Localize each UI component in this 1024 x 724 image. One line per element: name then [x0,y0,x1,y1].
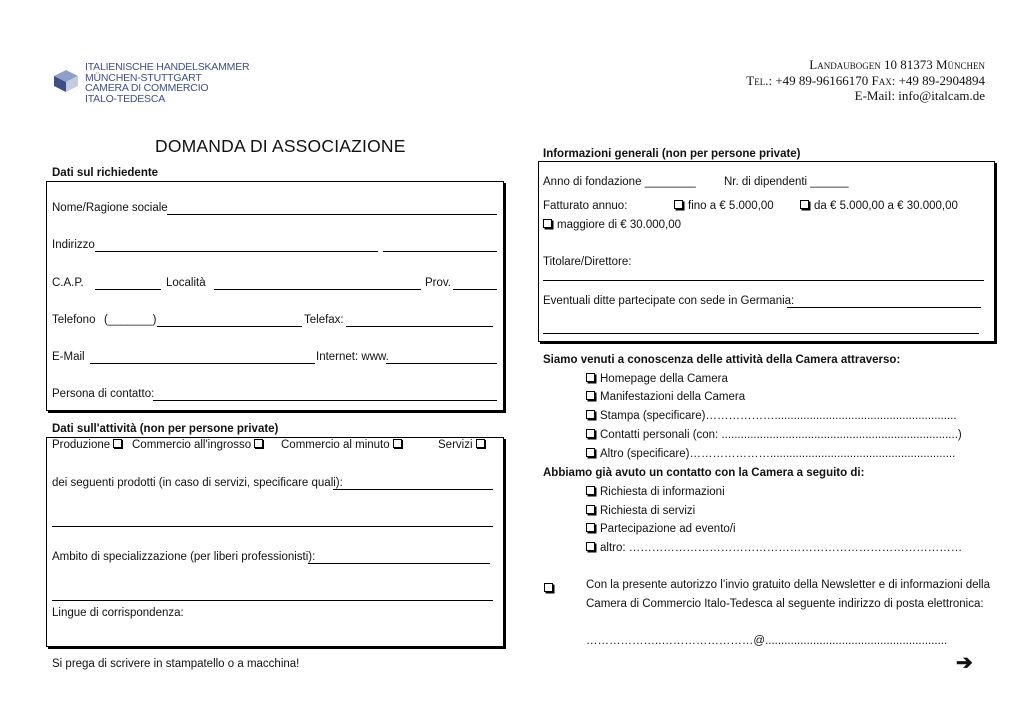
contatto-field[interactable] [153,400,497,401]
da-label: da € 5.000,00 a € 30.000,00 [814,200,958,212]
newsletter-line-1: Con la presente autorizzo l’invio gratuito della Newsletter e di informazioni della [586,579,990,591]
telefono-label: Telefono [52,314,96,326]
telefono-prefix-field[interactable]: (_______) [104,314,157,326]
contatto-option-evento[interactable] [586,523,736,535]
prov-label: Prov. [425,277,451,289]
nome-label: Nome/Ragione sociale [52,202,168,214]
conoscenza-option-manifestazioni[interactable] [586,391,745,403]
address-street: Landaubogen 10 81373 München [809,57,985,72]
fatturato-option-da[interactable] [800,200,958,212]
section-heading-conoscenza: Siamo venuti a conoscenza delle attività della Camera attraverso: [543,354,901,366]
manifestazioni-label: Manifestazioni della Camera [600,391,746,403]
telefax-field[interactable] [346,326,493,327]
ditte-label: Eventuali ditte partecipate con sede in Germania: [543,295,795,307]
ambito-field-2[interactable] [52,600,493,601]
email-field[interactable] [90,363,315,364]
maggiore-label: maggiore di € 30.000,00 [557,219,682,231]
altro-label: Altro (specificare)………………….......................................................... [600,448,956,460]
telefax-label: Telefax: [304,314,344,326]
informazioni-label: Richiesta di informazioni [600,486,725,498]
prodotti-field[interactable] [333,489,493,490]
cap-field[interactable] [95,289,161,290]
servizi-option[interactable] [438,439,485,451]
homepage-checkbox[interactable] [586,373,595,382]
servizi-richiesta-checkbox[interactable] [586,505,595,514]
produzione-label: Produzione [52,439,111,451]
dipendenti-field[interactable]: Nr. di dipendenti ______ [724,176,849,188]
section-heading-contatto: Abbiamo già avuto un contatto con la Camera a seguito di: [543,467,865,479]
maggiore-checkbox[interactable] [543,219,552,228]
conoscenza-option-altro[interactable] [586,448,955,460]
minuto-checkbox[interactable] [393,439,402,448]
contatto-altro-checkbox[interactable] [586,542,595,551]
anno-field[interactable]: Anno di fondazione ________ [543,176,696,188]
servizi-checkbox[interactable] [476,439,485,448]
logo-line-2: MÜNCHEN-STUTTGART [85,71,202,84]
contatto-label: Persona di contatto: [52,388,155,400]
footer-note: Si prega di scrivere in stampatello o a macchina! [52,658,300,670]
address-email: E-Mail: info@italcam.de [854,88,985,103]
titolare-field[interactable] [543,280,984,281]
newsletter-checkbox[interactable] [544,583,553,592]
logo-mark-icon [52,68,80,94]
generali-box [538,161,995,342]
manifestazioni-checkbox[interactable] [586,391,595,400]
indirizzo-field[interactable] [95,251,378,252]
produzione-checkbox[interactable] [113,439,122,448]
fino-checkbox[interactable] [674,200,683,209]
ditte-field-2[interactable] [543,333,979,334]
newsletter-email-field[interactable]: ………………..……………………@......................................................... [586,635,948,647]
ditte-field[interactable] [787,307,981,308]
evento-checkbox[interactable] [586,523,595,532]
section-heading-generali: Informazioni generali (non per persone private) [543,148,801,160]
fatturato-label: Fatturato annuo: [543,200,628,212]
minuto-label: Commercio al minuto [281,439,390,451]
fino-label: fino a € 5.000,00 [688,200,774,212]
fatturato-option-maggiore[interactable] [543,219,681,231]
stampa-checkbox[interactable] [586,410,595,419]
cap-label: C.A.P. [52,277,84,289]
ingrosso-label: Commercio all'ingrosso [132,439,252,451]
da-checkbox[interactable] [800,200,809,209]
stampa-label: Stampa (specificare)………………......................................................... [600,410,957,422]
prodotti-field-2[interactable] [52,526,493,527]
contatto-option-altro[interactable] [586,542,962,554]
lingue-label: Lingue di corrispondenza: [52,607,184,619]
contatto-altro-label: altro: …………………………………………………………………………… [600,542,963,554]
altro-checkbox[interactable] [586,448,595,457]
localita-field[interactable] [214,289,421,290]
section-heading-attivita: Dati sull'attività (non per persone private) [52,423,279,435]
homepage-label: Homepage della Camera [600,373,728,385]
next-page-arrow-icon[interactable]: ➔ [956,652,973,674]
servizi-label: Servizi [438,439,473,451]
produzione-option[interactable] [52,439,122,451]
informazioni-checkbox[interactable] [586,486,595,495]
ingrosso-option[interactable] [132,439,263,451]
ambito-field[interactable] [308,563,490,564]
conoscenza-option-stampa[interactable] [586,410,957,422]
localita-label: Località [166,277,206,289]
prov-field[interactable] [453,289,497,290]
indirizzo-field-2[interactable] [383,251,497,252]
contatto-option-servizi[interactable] [586,505,695,517]
indirizzo-label: Indirizzo [52,239,95,251]
minuto-option[interactable] [281,439,402,451]
telefono-field[interactable] [157,326,302,327]
internet-label: Internet: www. [316,351,389,363]
form-title: DOMANDA DI ASSOCIAZIONE [155,136,406,156]
richiedente-box [46,181,504,411]
logo-line-3: CAMERA DI COMMERCIO [85,82,209,94]
contatti-checkbox[interactable] [586,429,595,438]
conoscenza-option-contatti[interactable] [586,429,962,441]
prodotti-label: dei seguenti prodotti (in caso di servizi, specificare quali): [52,477,343,489]
address-phone-fax: Tel.: +49 89-96166170 Fax: +49 89-2904894 [746,72,985,88]
attivita-box [46,437,504,647]
titolare-label: Titolare/Direttore: [543,256,632,268]
internet-field[interactable] [386,363,497,364]
chamber-logo [52,62,252,106]
nome-field[interactable] [167,214,497,215]
servizi-richiesta-label: Richiesta di servizi [600,505,696,517]
evento-label: Partecipazione ad evento/i [600,523,736,535]
newsletter-line-2: Camera di Commercio Italo-Tedesca al seguente indirizzo di posta elettronica: [586,598,984,610]
address-block [746,57,985,104]
contatto-option-informazioni[interactable] [586,486,725,498]
logo-line-1: ITALIENISCHE HANDELSKAMMER [85,61,250,73]
contatti-label: Contatti personali (con: ..........................................................................) [600,429,962,441]
fatturato-option-fino[interactable] [674,200,774,212]
conoscenza-option-homepage[interactable] [586,373,728,385]
ambito-label: Ambito di specializzazione (per liberi professionisti): [52,551,316,563]
ingrosso-checkbox[interactable] [254,439,263,448]
email-label: E-Mail [52,351,85,363]
logo-line-4: ITALO-TEDESCA [85,92,166,105]
section-heading-richiedente: Dati sul richiedente [52,167,159,179]
